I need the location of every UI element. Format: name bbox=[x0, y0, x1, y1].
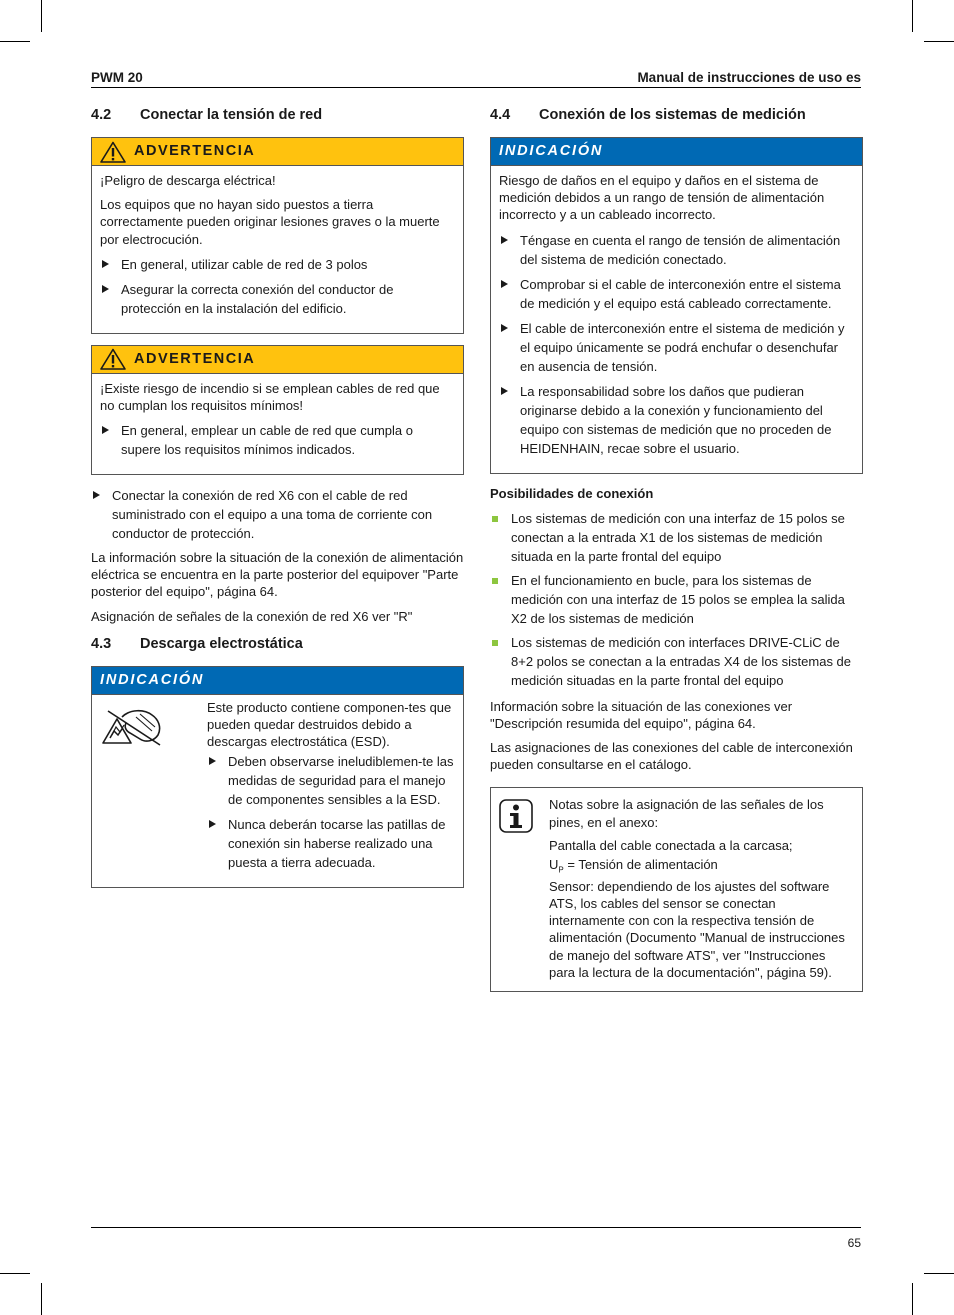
section-number: 4.3 bbox=[91, 635, 112, 652]
supply-symbol: U bbox=[549, 856, 559, 872]
notice-text: Riesgo de daños en el equipo y daños en el sistema de medición debidos a un rango de tensión de alimentación incorrecto y a un cableado incorrecto. bbox=[499, 173, 825, 223]
instruction-item: En general, utilizar cable de red de 3 polos bbox=[100, 255, 455, 274]
crop-mark bbox=[924, 41, 954, 42]
section-number: 4.2 bbox=[91, 107, 112, 123]
option-item: En el funcionamiento en bucle, para los sistemas de medición con una interfaz de 15 polos se emplea la salida X2 de los sistemas de medición bbox=[490, 571, 863, 628]
supply-description: = Tensión de alimentación bbox=[563, 856, 718, 872]
section-number: 4.4 bbox=[490, 107, 511, 123]
left-column bbox=[91, 106, 464, 899]
info-text: Notas sobre la asignación de las señales de los pines, en el anexo: bbox=[549, 797, 824, 830]
warning-text: ¡Peligro de descarga eléctrica! bbox=[100, 173, 276, 189]
info-box-pin-assignment bbox=[490, 787, 863, 992]
warning-triangle-icon bbox=[100, 348, 126, 370]
esd-hand-icon bbox=[100, 705, 166, 749]
warning-header bbox=[92, 138, 463, 166]
warning-instructions bbox=[100, 255, 455, 318]
crop-mark bbox=[924, 1273, 954, 1274]
warning-triangle-icon bbox=[100, 141, 126, 163]
procedure-step: Conectar la conexión de red X6 con el cable de red suministrado con el equipo a una toma de corriente con conductor de protección. bbox=[91, 486, 464, 543]
info-text: Sensor: dependiendo de los ajustes del software ATS, los cables del sensor se conectan internamente con con la respectiva tensión de alimentación (Documento "Manual de instrucciones de manejo del software ATS", ver "Instrucciones para la lectura de la documentación", página 59). bbox=[549, 878, 845, 980]
instruction-item: Deben observarse ineludiblemen-te las medidas de seguridad para el manejo de componentes sensibles a la ESD. bbox=[207, 752, 455, 809]
warning-text: Los equipos que no hayan sido puestos a tierra correctamente pueden originar lesiones graves o la muerte por electrocución. bbox=[100, 197, 440, 247]
section-title: Descarga electrostática bbox=[140, 635, 303, 652]
notice-instructions bbox=[207, 752, 455, 872]
notice-header bbox=[491, 138, 862, 166]
crop-mark bbox=[41, 1283, 42, 1315]
info-icon bbox=[499, 799, 533, 833]
warning-text: ¡Existe riesgo de incendio si se emplean cables de red que no cumplan los requisitos mínimos! bbox=[100, 380, 440, 413]
section-heading-4-2 bbox=[91, 106, 464, 125]
instruction-item: Téngase en cuenta el rango de tensión de alimentación del sistema de medición conectado. bbox=[499, 231, 854, 269]
warning-label: ADVERTENCIA bbox=[134, 143, 256, 160]
notice-text: Este producto contiene componen-tes que pueden quedar destruidos debido a descargas electrostática (ESD). bbox=[207, 699, 452, 750]
sub-heading: Posibilidades de conexión bbox=[490, 485, 654, 501]
instruction-item: El cable de interconexión entre el sistema de medición y el equipo únicamente se podrá enchufar o desenchufar en ausencia de tensión. bbox=[499, 319, 854, 376]
instruction-item: La responsabilidad sobre los daños que pudieran originarse debido a la conexión y funcionamiento del equipo con sistemas de medición que no proceden de HEIDENHAIN, recae sobre el usuario. bbox=[499, 382, 854, 458]
instruction-item: Asegurar la correcta conexión del conductor de protección en la instalación del edificio. bbox=[100, 280, 455, 318]
notice-box-measuring bbox=[490, 137, 863, 473]
body-paragraph: La información sobre la situación de la conexión de alimentación eléctrica se encuentra en la parte posterior del equipover "Parte posterior del equipo", página 64. bbox=[91, 550, 464, 600]
option-item: Los sistemas de medición con interfaces DRIVE-CLiC de 8+2 polos se conectan a la entradas X4 de los sistemas de medición situadas en la parte frontal del equipo bbox=[490, 633, 863, 690]
header-rule bbox=[91, 87, 861, 88]
crop-mark bbox=[41, 0, 42, 32]
notice-label: INDICACIÓN bbox=[499, 143, 604, 160]
crop-mark bbox=[0, 41, 30, 42]
body-paragraph: Las asignaciones de las conexiones del cable de interconexión pueden consultarse en el catálogo. bbox=[490, 740, 853, 773]
body-paragraph: Asignación de señales de la conexión de red X6 ver "R" bbox=[91, 608, 413, 624]
instruction-item: En general, emplear un cable de red que cumpla o supere los requisitos mínimos indicados. bbox=[100, 421, 455, 459]
notice-box-esd bbox=[91, 666, 464, 888]
crop-mark bbox=[0, 1273, 30, 1274]
crop-mark bbox=[912, 0, 913, 32]
info-text-supply bbox=[549, 856, 854, 876]
section-title: Conexión de los sistemas de medición bbox=[539, 107, 806, 123]
instruction-item: Comprobar si el cable de interconexión entre el sistema de medición y el equipo está cableado correctamente. bbox=[499, 275, 854, 313]
info-text: Pantalla del cable conectada a la carcasa; bbox=[549, 837, 793, 853]
section-heading-4-4 bbox=[490, 106, 863, 125]
connection-options bbox=[490, 509, 863, 690]
footer-rule bbox=[91, 1227, 861, 1228]
warning-box-electric bbox=[91, 137, 464, 334]
warning-header bbox=[92, 346, 463, 374]
instruction-item: Nunca deberán tocarse las patillas de conexión sin haberse realizado una puesta a tierra adecuada. bbox=[207, 815, 455, 872]
warning-label: ADVERTENCIA bbox=[134, 350, 256, 367]
crop-mark bbox=[912, 1283, 913, 1315]
right-column bbox=[490, 106, 863, 1003]
procedure-steps bbox=[91, 486, 464, 543]
warning-instructions bbox=[100, 421, 455, 459]
body-paragraph: Información sobre la situación de las conexiones ver "Descripción resumida del equipo", página 64. bbox=[490, 698, 793, 731]
page-number: 65 bbox=[847, 1236, 861, 1250]
notice-instructions bbox=[499, 231, 854, 458]
section-heading-4-3 bbox=[91, 635, 464, 654]
option-item: Los sistemas de medición con una interfaz de 15 polos se conectan a la entrada X1 de los sistemas de medición situada en la parte frontal del equipo bbox=[490, 509, 863, 566]
header-manual-title: Manual de instrucciones de uso es bbox=[637, 70, 861, 85]
header-product: PWM 20 bbox=[91, 70, 143, 85]
supply-symbol-subscript: P bbox=[558, 865, 564, 875]
section-title: Conectar la tensión de red bbox=[140, 107, 323, 123]
warning-box-fire bbox=[91, 345, 464, 475]
notice-label: INDICACIÓN bbox=[100, 671, 205, 688]
notice-header bbox=[92, 667, 463, 695]
